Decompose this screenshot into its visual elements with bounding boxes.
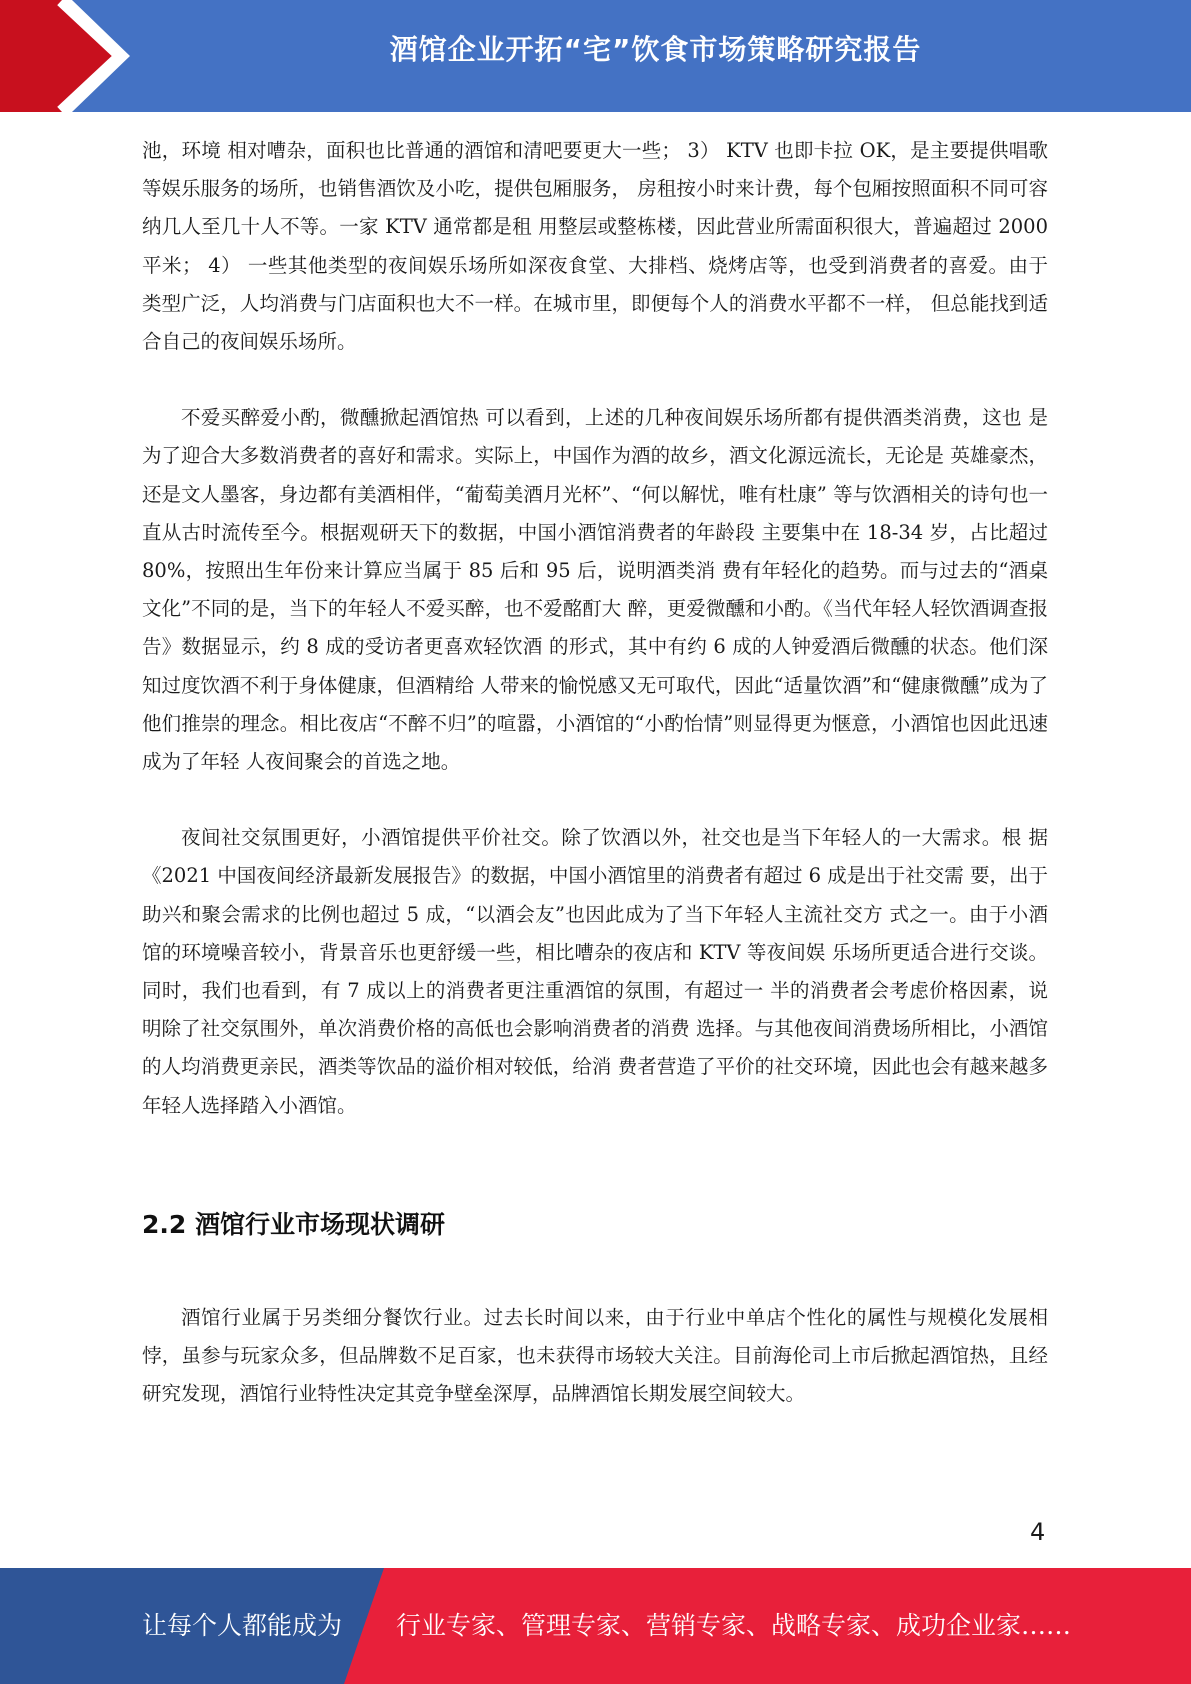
document-title: 酒馆企业开拓“宅”饮食市场策略研究报告	[389, 33, 922, 66]
page-header	[0, 0, 1191, 112]
page-footer	[0, 1568, 1191, 1684]
footer-slogan-right: 行业专家、管理专家、营销专家、战略专家、成功企业家……	[396, 1611, 1072, 1640]
section-heading: 2.2 酒馆行业市场现状调研	[142, 1209, 445, 1239]
footer-slogan-left: 让每个人都能成为	[142, 1611, 343, 1640]
chevron-logo-icon	[0, 0, 160, 112]
body-paragraph-3: 夜间社交氛围更好，小酒馆提供平价社交。除了饮酒以外，社交也是当下年轻人的一大需求。根 据《2021 中国夜间经济最新发展报告》的数据，中国小酒馆里的消费者有超过 6 成是出于社交需 要，出于助兴和聚会需求的比例也超过 5 成，“以酒会友”也因此成为了当下年轻人主流社交方 式之一。由于小酒馆的环境噪音较小，背景音乐也更舒缓一些，相比嘈杂的夜店和 KTV 等夜间娱 乐场所更适合进行交谈。同时，我们也看到，有 7 成以上的消费者更注重酒馆的氛围，有超过一 半的消费者会考虑价格因素，说明除了社交氛围外，单次消费价格的高低也会影响消费者的消费 选择。与其他夜间消费场所相比，小酒馆的人均消费更亲民，酒类等饮品的溢价相对较低，给消 费者营造了平价的社交环境，因此也会有越来越多年轻人选择踏入小酒馆。	[142, 826, 1048, 1117]
body-paragraph-4: 酒馆行业属于另类细分餐饮行业。过去长时间以来，由于行业中单店个性化的属性与规模化发展相悖，虽参与玩家众多，但品牌数不足百家，也未获得市场较大关注。目前海伦司上市后掀起酒馆热，且经研究发现，酒馆行业特性决定其竞争壁垒深厚，品牌酒馆长期发展空间较大。	[142, 1305, 1048, 1406]
document-body	[142, 132, 1048, 1413]
page-number: 4	[1030, 1518, 1046, 1546]
body-paragraph-1: 池，环境 相对嘈杂，面积也比普通的酒馆和清吧要更大一些； 3） KTV 也即卡拉 OK，是主要提供唱歌等娱乐服务的场所，也销售酒饮及小吃，提供包厢服务， 房租按小时来计费，每个包厢按照面积不同可容纳几人至几十人不等。一家 KTV 通常都是租 用整层或整栋楼，因此营业所需面积很大，普遍超过 2000 平米； 4） 一些其他类型的夜间娱乐场所如深夜食堂、大排档、烧烤店等，也受到消费者的喜爱。由于 类型广泛，人均消费与门店面积也大不一样。在城市里，即便每个人的消费水平都不一样， 但总能找到适合自己的夜间娱乐场所。	[142, 139, 1048, 354]
body-paragraph-2: 不爱买醉爱小酌，微醺掀起酒馆热 可以看到，上述的几种夜间娱乐场所都有提供酒类消费，这也 是为了迎合大多数消费者的喜好和需求。实际上，中国作为酒的故乡，酒文化源远流长，无论是 英雄豪杰，还是文人墨客，身边都有美酒相伴，“葡萄美酒月光杯”、“何以解忧，唯有杜康” 等与饮酒相关的诗句也一直从古时流传至今。根据观研天下的数据，中国小酒馆消费者的年龄段 主要集中在 18-34 岁，占比超过 80%，按照出生年份来计算应当属于 85 后和 95 后，说明酒类消 费有年轻化的趋势。而与过去的“酒桌文化”不同的是，当下的年轻人不爱买醉，也不爱酩酊大 醉，更爱微醺和小酌。《当代年轻人轻饮酒调查报告》数据显示，约 8 成的受访者更喜欢轻饮酒 的形式，其中有约 6 成的人钟爱酒后微醺的状态。他们深知过度饮酒不利于身体健康，但酒精给 人带来的愉悦感又无可取代，因此“适量饮酒”和“健康微醺”成为了他们推崇的理念。相比夜店“不醉不归”的喧嚣，小酒馆的“小酌怡情”则显得更为惬意，小酒馆也因此迅速成为了年轻 人夜间聚会的首选之地。	[142, 406, 1048, 774]
